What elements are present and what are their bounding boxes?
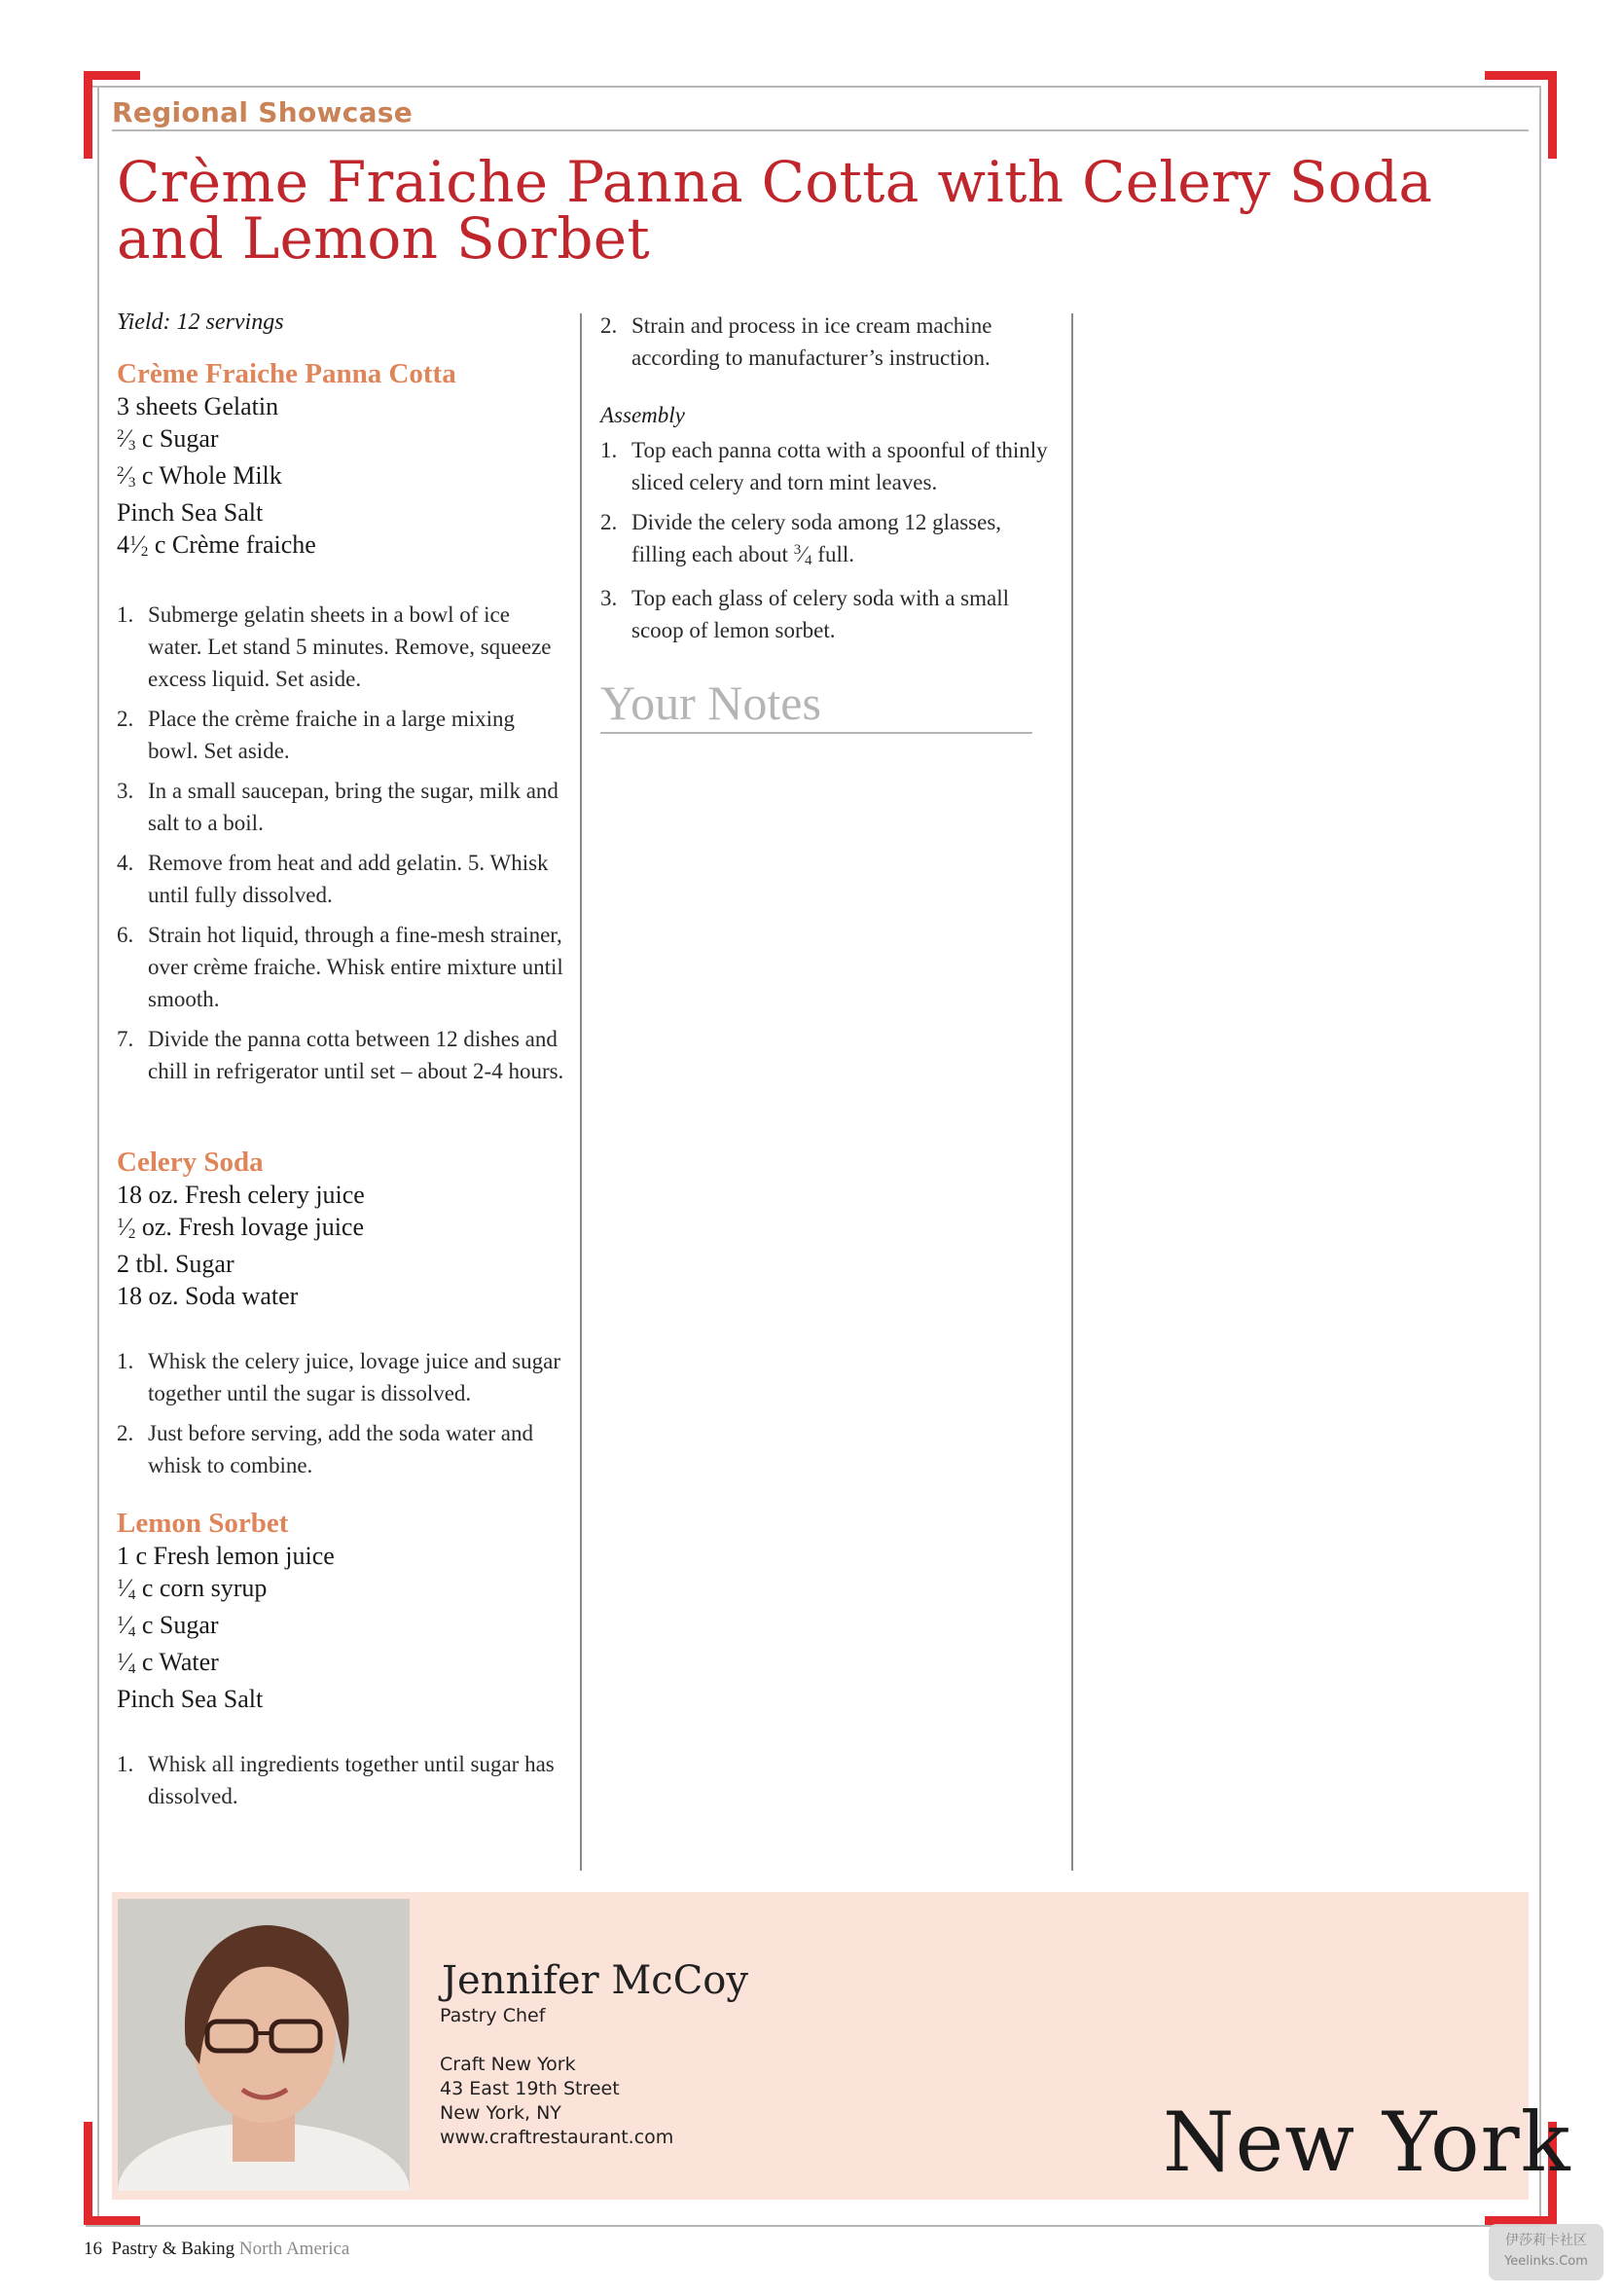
- publication-region: North America: [238, 2239, 350, 2259]
- your-notes-heading: Your Notes: [600, 675, 821, 730]
- ingredient-sugar: $^2$⁄3 c Sugar: [117, 424, 219, 454]
- celery-soda-heading: Celery Soda: [117, 1147, 264, 1178]
- page-footer: [84, 2239, 349, 2260]
- list-item: 2. Just before serving, add the soda water and whisk to combine.: [117, 1421, 533, 1477]
- page-number: 16: [84, 2239, 102, 2259]
- column-divider-1: [580, 313, 582, 1871]
- panna-cotta-heading: Crème Fraiche Panna Cotta: [117, 358, 456, 389]
- frame-bottom-rule: [86, 2225, 1541, 2227]
- list-item: 1. Submerge gelatin sheets in a bowl of ice water. Let stand 5 minutes. Remove, squeeze excess liquid. Set aside.: [117, 602, 552, 691]
- ingredient-soda-water: 18 oz. Soda water: [117, 1282, 299, 1310]
- assembly-heading: Assembly: [600, 403, 685, 427]
- frame-header-rule: [112, 129, 1529, 131]
- ingredient-water: $^1$⁄4 c Water: [117, 1648, 219, 1677]
- frame-top-rule: [86, 86, 1541, 88]
- panna-cotta-ingredients: [117, 390, 564, 565]
- ingredient-salt: Pinch Sea Salt: [117, 498, 264, 527]
- list-item: 1. Whisk the celery juice, lovage juice and sugar together until the sugar is dissolved.: [117, 1349, 561, 1405]
- list-item: 1. Whisk all ingredients together until sugar has dissolved.: [117, 1752, 555, 1808]
- ingredient-milk: $^2$⁄3 c Whole Milk: [117, 461, 282, 491]
- corner-top-right-v: [1548, 71, 1557, 159]
- lemon-sorbet-heading: Lemon Sorbet: [117, 1508, 289, 1539]
- corner-bottom-left-v: [84, 2122, 92, 2225]
- list-item: 6. Strain hot liquid, through a fine-mesh strainer, over crème fraiche. Whisk entire mixture until smooth.: [117, 923, 563, 1011]
- chef-photo: [118, 1899, 410, 2191]
- ingredient-gelatin: 3 sheets Gelatin: [117, 392, 279, 420]
- ingredient-sorbet-salt: Pinch Sea Salt: [117, 1685, 264, 1713]
- restaurant-street: 43 East 19th Street: [440, 2078, 620, 2099]
- list-item: 4. Remove from heat and add gelatin. 5. Whisk until fully dissolved.: [117, 851, 549, 907]
- ingredient-lovage: $^1$⁄2 oz. Fresh lovage juice: [117, 1213, 364, 1242]
- ingredient-sorbet-sugar: $^1$⁄4 c Sugar: [117, 1611, 219, 1640]
- chef-role: Pastry Chef: [440, 2005, 546, 2026]
- panna-cotta-steps: [117, 599, 564, 1087]
- list-item: 7. Divide the panna cotta between 12 dishes and chill in refrigerator until set – about 2-4 hours.: [117, 1027, 564, 1083]
- publication-name: Pastry & Baking: [111, 2239, 235, 2259]
- frame-right-rule: [1539, 86, 1541, 2227]
- title-line-1: Crème Fraiche Panna Cotta with Celery Soda: [117, 149, 1433, 215]
- ingredient-lemon: 1 c Fresh lemon juice: [117, 1542, 335, 1570]
- list-item: 2. Place the crème fraiche in a large mixing bowl. Set aside.: [117, 707, 515, 763]
- recipe-title: [117, 149, 1518, 272]
- frame-left-rule: [97, 86, 99, 2227]
- corner-top-left-v: [84, 71, 92, 159]
- section-tag: Regional Showcase: [112, 96, 414, 128]
- title-line-2: and Lemon Sorbet: [117, 205, 650, 272]
- restaurant-name: Craft New York: [440, 2054, 576, 2075]
- list-item: 2. Strain and process in ice cream machine according to manufacturer’s instruction.: [600, 313, 992, 370]
- column-divider-2: [1071, 313, 1073, 1871]
- celery-soda-ingredients: [117, 1179, 564, 1312]
- list-item: 3. Top each glass of celery soda with a small scoop of lemon sorbet.: [600, 586, 1009, 642]
- column-middle: [600, 310, 1048, 734]
- restaurant-website[interactable]: www.craftrestaurant.com: [440, 2127, 674, 2148]
- lemon-sorbet-steps: [117, 1748, 564, 1812]
- column-left: [117, 310, 564, 1820]
- chef-name: Jennifer McCoy: [442, 1958, 748, 2003]
- city-banner: New York: [1163, 2095, 1571, 2190]
- list-item: 3. In a small saucepan, bring the sugar, milk and salt to a boil.: [117, 779, 559, 835]
- ingredient-creme: $4^1⁄2$ c Crème fraiche: [117, 530, 316, 560]
- restaurant-city: New York, NY: [440, 2102, 561, 2124]
- notes-rule: [600, 732, 1032, 734]
- watermark-logo: 伊莎莉卡社区 Yeelinks.Com: [1489, 2224, 1604, 2280]
- sorbet-steps-continued: [600, 310, 1048, 374]
- yield: Yield: 12 servings: [117, 310, 284, 335]
- assembly-steps: [600, 434, 1048, 646]
- lemon-sorbet-ingredients: [117, 1540, 564, 1715]
- ingredient-celery: 18 oz. Fresh celery juice: [117, 1181, 365, 1209]
- list-item: 1. Top each panna cotta with a spoonful of thinly sliced celery and torn mint leaves.: [600, 438, 1048, 494]
- celery-soda-steps: [117, 1345, 564, 1481]
- corner-top-right-h: [1485, 71, 1557, 80]
- list-item: 2. Divide the celery soda among 12 glasses, filling each about $^3$⁄4 full.: [600, 510, 1002, 568]
- ingredient-soda-sugar: 2 tbl. Sugar: [117, 1250, 234, 1278]
- ingredient-corn-syrup: $^1$⁄4 c corn syrup: [117, 1574, 268, 1603]
